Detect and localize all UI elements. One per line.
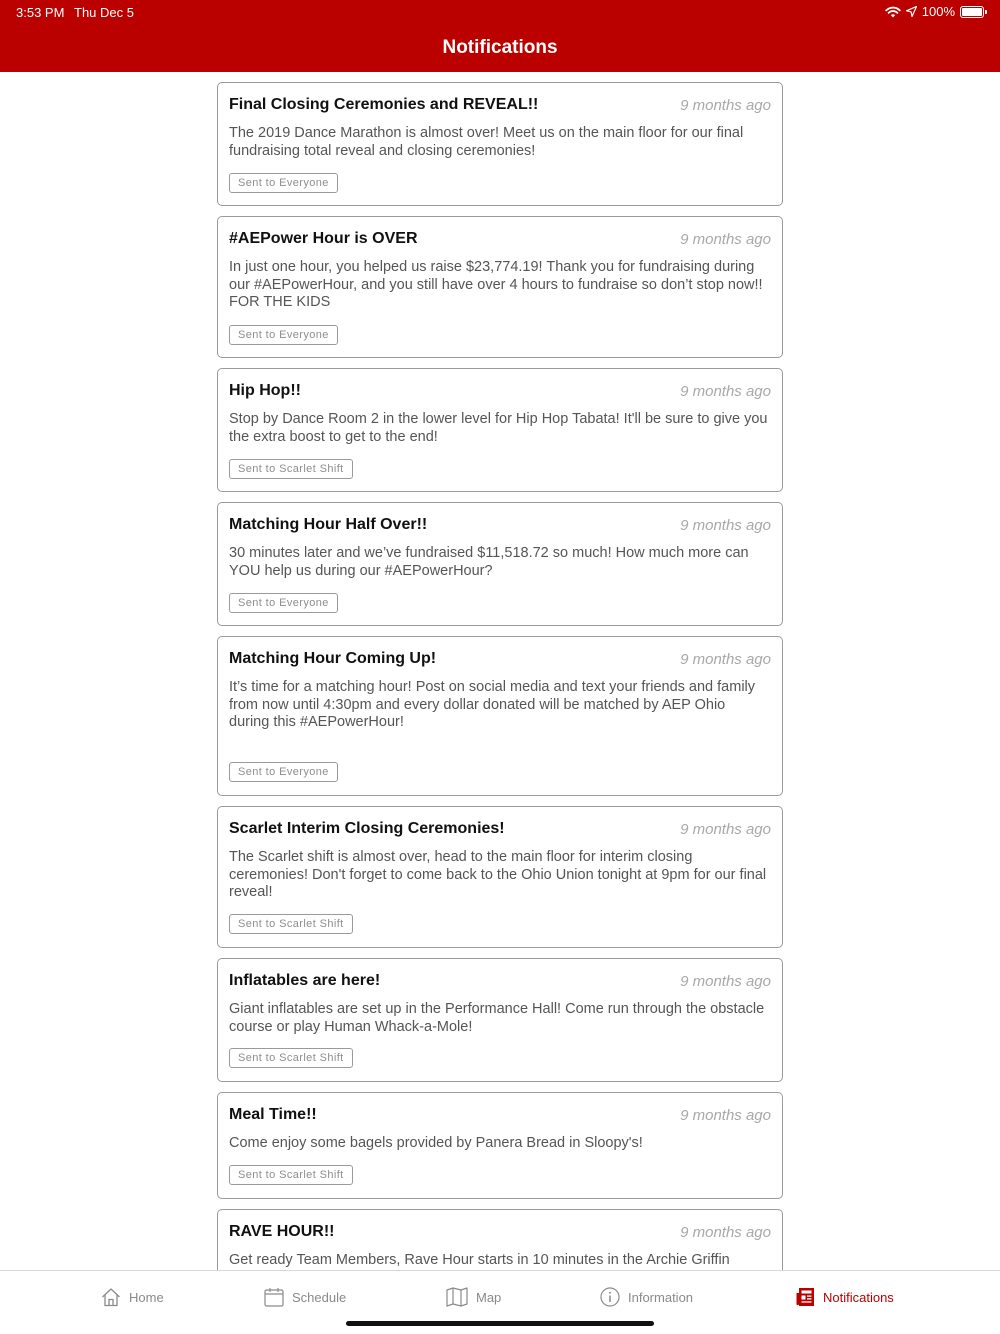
notification-list[interactable] — [0, 72, 1000, 1270]
notification-title: Matching Hour Coming Up! — [229, 650, 437, 667]
notification-title: Matching Hour Half Over!! — [229, 516, 428, 533]
audience-badge: Sent to Everyone — [229, 325, 338, 345]
notification-title: Hip Hop!! — [229, 382, 301, 399]
tab-label: Information — [628, 1289, 694, 1305]
notification-card[interactable] — [217, 806, 783, 948]
calendar-icon — [264, 1287, 284, 1307]
notification-title: #AEPower Hour is OVER — [229, 230, 418, 247]
notification-title: RAVE HOUR!! — [229, 1223, 335, 1240]
page-title: Notifications — [442, 37, 558, 58]
notification-time: 9 months ago — [680, 651, 771, 668]
battery-icon — [960, 6, 984, 18]
notification-title: Scarlet Interim Closing Ceremonies! — [229, 820, 505, 837]
tab-schedule[interactable] — [264, 1285, 346, 1309]
home-icon — [101, 1287, 121, 1307]
info-icon — [600, 1287, 620, 1307]
notification-title: Final Closing Ceremonies and REVEAL!! — [229, 96, 539, 113]
notification-title: Inflatables are here! — [229, 972, 381, 989]
status-time: 3:53 PM — [16, 5, 65, 20]
notification-card[interactable] — [217, 368, 783, 492]
audience-badge: Sent to Scarlet Shift — [229, 1048, 353, 1068]
notification-time: 9 months ago — [680, 973, 771, 990]
notification-body: Stop by Dance Room 2 in the lower level for Hip Hop Tabata! It'll be sure to give you the extra boost to get to the end! — [229, 411, 768, 445]
tab-home[interactable] — [101, 1285, 164, 1309]
wifi-icon — [885, 6, 901, 18]
notification-time: 9 months ago — [680, 383, 771, 400]
notification-time: 9 months ago — [680, 97, 771, 114]
notification-card[interactable] — [217, 1209, 783, 1270]
notification-time: 9 months ago — [680, 231, 771, 248]
audience-badge: Sent to Everyone — [229, 762, 338, 782]
tab-label: Home — [129, 1289, 164, 1305]
notification-body: The 2019 Dance Marathon is almost over! Meet us on the main floor for our final fundraising total reveal and closing ceremonies! — [229, 125, 744, 159]
battery-percent: 100% — [921, 4, 955, 19]
notification-card[interactable] — [217, 958, 783, 1082]
notification-time: 9 months ago — [680, 1224, 771, 1241]
notification-body: Get ready Team Members, Rave Hour starts in 10 minutes in the Archie Griffin — [229, 1252, 730, 1268]
tab-label: Notifications — [823, 1289, 894, 1305]
notification-body: In just one hour, you helped us raise $23,774.19! Thank you for fundraising during our #AEPowerHour, and you still have over 4 hours to fundraise so don’t stop now!! FOR THE KIDS — [229, 259, 763, 310]
notification-card[interactable] — [217, 502, 783, 626]
home-indicator[interactable] — [346, 1321, 654, 1326]
map-icon — [446, 1287, 468, 1307]
status-indicators — [885, 4, 984, 19]
notification-body: Come enjoy some bagels provided by Panera Bread in Sloopy's! — [229, 1135, 643, 1151]
tab-information[interactable] — [600, 1285, 693, 1309]
notification-card[interactable] — [217, 216, 783, 358]
header-bar — [0, 0, 1000, 72]
tab-label: Map — [476, 1289, 502, 1305]
tab-label: Schedule — [292, 1289, 347, 1305]
tab-notifications[interactable] — [795, 1285, 894, 1309]
notification-time: 9 months ago — [680, 517, 771, 534]
notification-title: Meal Time!! — [229, 1106, 317, 1123]
location-arrow-icon — [906, 6, 917, 17]
audience-badge: Sent to Scarlet Shift — [229, 459, 353, 479]
tab-map[interactable] — [446, 1285, 501, 1309]
notification-card[interactable] — [217, 1092, 783, 1199]
status-date: Thu Dec 5 — [74, 5, 134, 20]
notification-body: Giant inflatables are set up in the Performance Hall! Come run through the obstacle course or play Human Whack-a-Mole! — [229, 1001, 765, 1035]
notification-body: The Scarlet shift is almost over, head to the main floor for interim closing ceremonies! Don't forget to come back to the Ohio Union tonight at 9pm for our final reveal! — [229, 849, 767, 900]
notification-card[interactable] — [217, 82, 783, 206]
notification-time: 9 months ago — [680, 821, 771, 838]
audience-badge: Sent to Everyone — [229, 173, 338, 193]
audience-badge: Sent to Scarlet Shift — [229, 1165, 353, 1185]
audience-badge: Sent to Scarlet Shift — [229, 914, 353, 934]
audience-badge: Sent to Everyone — [229, 593, 338, 613]
notification-body: It’s time for a matching hour! Post on social media and text your friends and family from now until 4:30pm and every dollar donated will be matched by AEP Ohio during this #AEPowerHour! — [229, 679, 756, 730]
newspaper-icon — [795, 1287, 815, 1307]
notification-card[interactable] — [217, 636, 783, 796]
notification-body: 30 minutes later and we’ve fundraised $11,518.72 so much! How much more can YOU help us during our #AEPowerHour? — [229, 545, 749, 579]
notification-time: 9 months ago — [680, 1107, 771, 1124]
